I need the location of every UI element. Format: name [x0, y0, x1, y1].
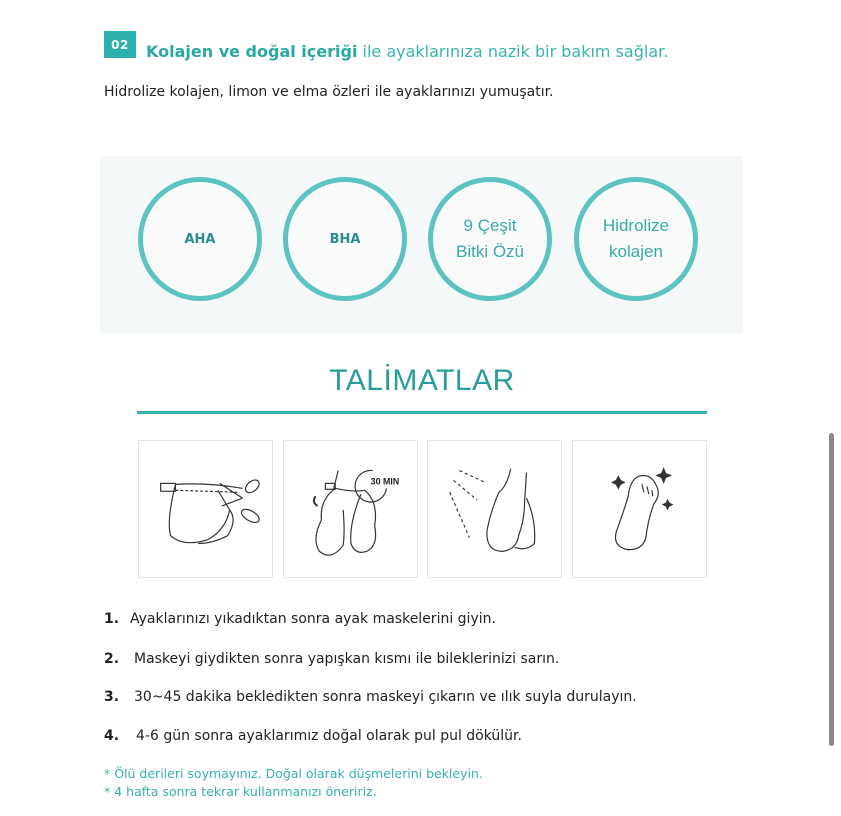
title-divider	[137, 411, 707, 414]
ingredient-label: AHA	[184, 231, 216, 247]
headline-bold: Kolajen ve doğal içeriği	[146, 42, 358, 61]
step-item	[104, 728, 522, 744]
usage-notes	[104, 765, 483, 801]
ingredients-panel	[100, 156, 743, 334]
step-text: Maskeyi giydikten sonra yapışkan kısmı ile bileklerinizi sarın.	[134, 651, 560, 667]
ingredient-circle-herbal	[428, 177, 552, 301]
ingredient-circle-aha	[138, 177, 262, 301]
section-number-badge: 02	[104, 31, 136, 58]
step-number: 4.	[104, 728, 120, 744]
step-item	[104, 611, 496, 627]
section-subline: Hidrolize kolajen, limon ve elma özleri ile ayaklarınızı yumuşatır.	[104, 84, 554, 100]
ingredient-label-line2: kolajen	[609, 242, 663, 261]
note-item: * 4 hafta sonra tekrar kullanmanızı öneririz.	[104, 784, 377, 799]
headline-rest: ile ayaklarınıza nazik bir bakım sağlar.	[357, 42, 669, 61]
ingredient-label: BHA	[329, 231, 361, 247]
step-text: Ayaklarınızı yıkadıktan sonra ayak maskelerini giyin.	[130, 611, 496, 627]
step-number: 2.	[104, 651, 120, 667]
note-item: * Ölü derileri soymayınız. Doğal olarak düşmelerini bekleyin.	[104, 766, 483, 781]
rinse-feet-icon	[427, 440, 562, 578]
scissors-cut-mask-icon	[138, 440, 273, 578]
instructions-title: TALİMATLAR	[329, 364, 515, 397]
step-text: 4-6 gün sonra ayaklarımız doğal olarak pul pul dökülür.	[136, 728, 522, 744]
ingredient-circle-bha	[283, 177, 407, 301]
vertical-scrollbar[interactable]	[829, 433, 834, 746]
step-number: 3.	[104, 689, 120, 705]
ingredient-circle-collagen	[574, 177, 698, 301]
step-text: 30~45 dakika bekledikten sonra maskeyi çıkarın ve ılık suyla durulayın.	[134, 689, 637, 705]
wear-mask-30min-icon	[283, 440, 418, 578]
ingredient-label-line1: Hidrolize	[602, 216, 670, 235]
step-item	[104, 689, 637, 705]
svg-text:30 MIN: 30 MIN	[370, 476, 400, 487]
step-number: 1.	[104, 611, 120, 627]
smooth-foot-icon	[572, 440, 707, 578]
ingredient-label-line1: 9 Çeşit	[463, 216, 517, 235]
section-headline	[146, 42, 668, 61]
ingredient-label-line2: Bitki Özü	[455, 242, 525, 261]
step-item	[104, 651, 559, 667]
